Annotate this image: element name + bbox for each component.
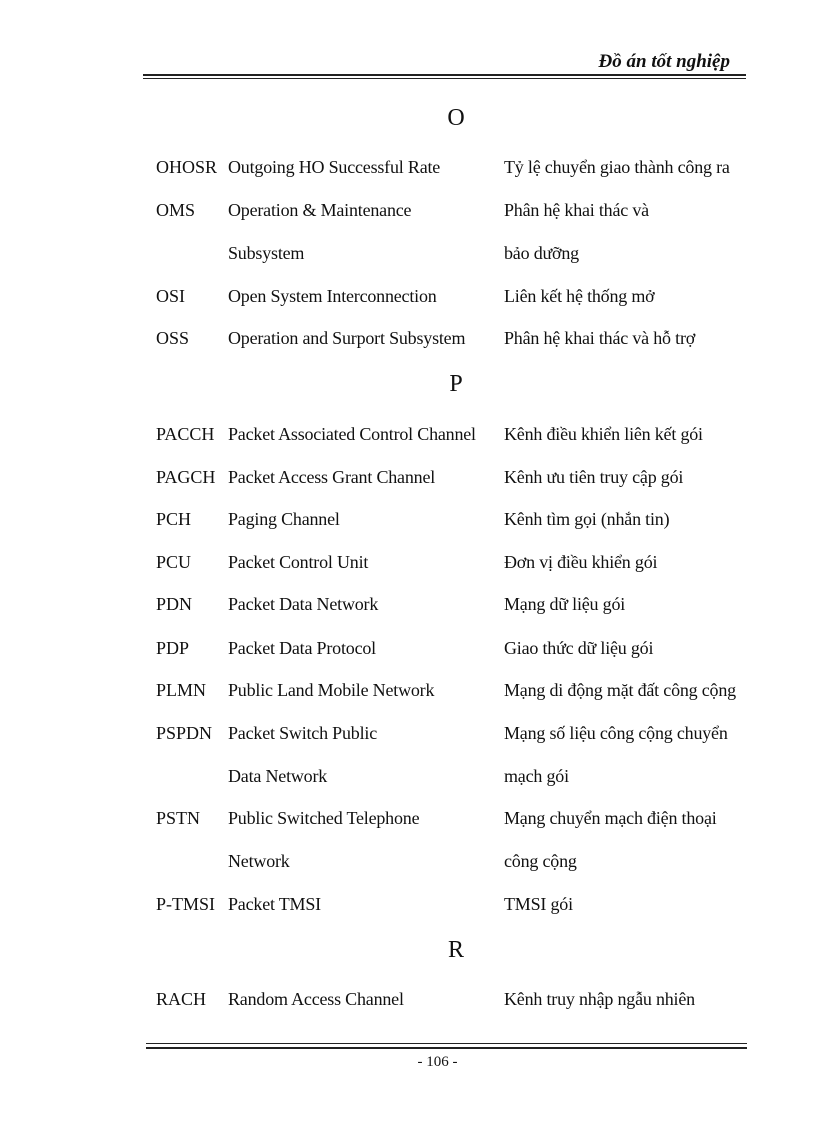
abbreviation: PLMN bbox=[156, 680, 207, 700]
abbreviation: OSI bbox=[156, 286, 186, 306]
glossary-row bbox=[0, 892, 816, 916]
vietnamese-term: Mạng dữ liệu gói bbox=[504, 594, 626, 614]
abbreviation: PDP bbox=[156, 638, 190, 658]
vietnamese-term: TMSI gói bbox=[504, 894, 573, 914]
glossary-row bbox=[0, 721, 816, 745]
abbreviation: OHOSR bbox=[156, 157, 218, 177]
english-term: Subsystem bbox=[228, 243, 305, 263]
header-title: Đồ án tốt nghiệp bbox=[598, 51, 730, 72]
footer-rule-thick bbox=[146, 1047, 747, 1049]
abbreviation: PCU bbox=[156, 552, 192, 572]
english-term: Network bbox=[228, 851, 290, 871]
english-term: Public Switched Telephone bbox=[228, 808, 420, 828]
english-term: Operation and Surport Subsystem bbox=[228, 328, 466, 348]
vietnamese-term: Đơn vị điều khiển gói bbox=[504, 552, 658, 572]
vietnamese-term: Phân hệ khai thác và bbox=[504, 200, 649, 220]
english-term: Packet Associated Control Channel bbox=[228, 424, 476, 444]
english-term: Random Access Channel bbox=[228, 989, 404, 1009]
glossary-row bbox=[0, 849, 816, 873]
header-rule-thin bbox=[143, 78, 746, 79]
page-number: - 106 - bbox=[417, 1054, 458, 1070]
glossary-row bbox=[0, 422, 816, 446]
section-letter: O bbox=[447, 105, 465, 131]
english-term: Packet Switch Public bbox=[228, 723, 377, 743]
glossary-row bbox=[0, 198, 816, 222]
vietnamese-term: Kênh tìm gọi (nhắn tin) bbox=[504, 509, 670, 529]
vietnamese-term: Kênh điều khiển liên kết gói bbox=[504, 424, 703, 444]
english-term: Data Network bbox=[228, 766, 328, 786]
glossary-row bbox=[0, 155, 816, 179]
abbreviation: PACCH bbox=[156, 424, 215, 444]
abbreviation: PAGCH bbox=[156, 467, 216, 487]
glossary-row bbox=[0, 806, 816, 830]
vietnamese-term: công cộng bbox=[504, 851, 577, 871]
vietnamese-term: Mạng số liệu công cộng chuyển bbox=[504, 723, 728, 743]
english-term: Public Land Mobile Network bbox=[228, 680, 435, 700]
english-term: Packet Control Unit bbox=[228, 552, 369, 572]
header-rule-thick bbox=[143, 74, 746, 76]
vietnamese-term: bảo dưỡng bbox=[504, 243, 579, 263]
section-letter: P bbox=[449, 371, 463, 397]
glossary-row bbox=[0, 241, 816, 265]
abbreviation: RACH bbox=[156, 989, 207, 1009]
vietnamese-term: Liên kết hệ thống mở bbox=[504, 286, 655, 306]
vietnamese-term: Tỷ lệ chuyển giao thành công ra bbox=[504, 157, 730, 177]
abbreviation: PDN bbox=[156, 594, 193, 614]
section-letter: R bbox=[447, 937, 464, 963]
footer-rule-thin bbox=[146, 1043, 747, 1044]
vietnamese-term: Mạng chuyển mạch điện thoại bbox=[504, 808, 717, 828]
english-term: Packet Data Network bbox=[228, 594, 379, 614]
english-term: Packet Data Protocol bbox=[228, 638, 376, 658]
glossary-row bbox=[0, 507, 816, 531]
abbreviation: PCH bbox=[156, 509, 192, 529]
english-term: Packet TMSI bbox=[228, 894, 321, 914]
abbreviation: OMS bbox=[156, 200, 196, 220]
abbreviation: PSPDN bbox=[156, 723, 213, 743]
english-term: Operation & Maintenance bbox=[228, 200, 412, 220]
abbreviation: OSS bbox=[156, 328, 190, 348]
abbreviation: PSTN bbox=[156, 808, 201, 828]
vietnamese-term: mạch gói bbox=[504, 766, 569, 786]
vietnamese-term: Mạng di động mặt đất công cộng bbox=[504, 680, 736, 700]
glossary-row bbox=[0, 326, 816, 350]
vietnamese-term: Giao thức dữ liệu gói bbox=[504, 638, 654, 658]
english-term: Packet Access Grant Channel bbox=[228, 467, 436, 487]
glossary-row bbox=[0, 592, 816, 616]
english-term: Outgoing HO Successful Rate bbox=[228, 157, 441, 177]
abbreviation: P-TMSI bbox=[156, 894, 216, 914]
glossary-row bbox=[0, 550, 816, 574]
glossary-row bbox=[0, 284, 816, 308]
english-term: Paging Channel bbox=[228, 509, 340, 529]
vietnamese-term: Phân hệ khai thác và hỗ trợ bbox=[504, 328, 696, 348]
glossary-row bbox=[0, 636, 816, 660]
vietnamese-term: Kênh truy nhập ngẫu nhiên bbox=[504, 989, 695, 1009]
glossary-row bbox=[0, 764, 816, 788]
glossary-row bbox=[0, 678, 816, 702]
glossary-row bbox=[0, 465, 816, 489]
vietnamese-term: Kênh ưu tiên truy cập gói bbox=[504, 467, 684, 487]
english-term: Open System Interconnection bbox=[228, 286, 437, 306]
glossary-row bbox=[0, 987, 816, 1011]
